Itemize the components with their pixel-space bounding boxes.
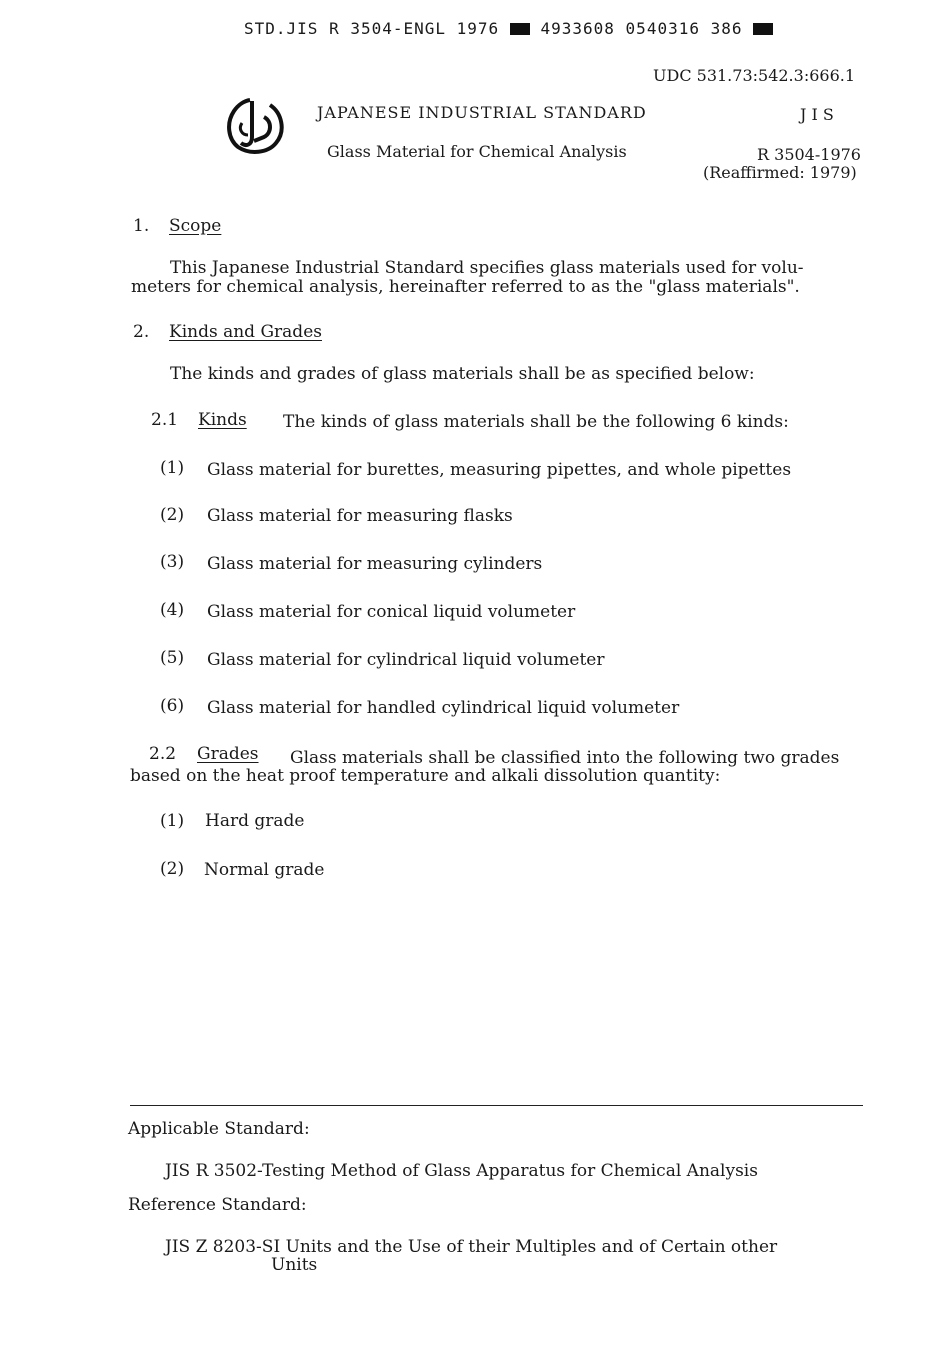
document-serial-3: 386 bbox=[710, 19, 743, 38]
list-item: Glass material for burettes, measuring pipettes, and whole pipettes bbox=[207, 460, 792, 480]
applicable-standard-label: Applicable Standard: bbox=[128, 1119, 310, 1139]
document-code: STD.JIS R 3504-ENGL 1976 bbox=[244, 19, 500, 38]
list-item-number: (1) bbox=[160, 458, 185, 478]
reaffirmed-date: (Reaffirmed: 1979) bbox=[703, 163, 857, 182]
list-item: Glass material for conical liquid volumeter bbox=[207, 602, 576, 622]
standard-name: Glass Material for Chemical Analysis bbox=[327, 142, 627, 161]
document-serial-2: 0540316 bbox=[625, 19, 700, 38]
section-heading: Scope bbox=[169, 216, 222, 236]
list-item: Glass material for measuring flasks bbox=[207, 506, 513, 526]
subsection-number: 2.1 bbox=[151, 410, 179, 430]
document-serial-1: 4933608 bbox=[540, 19, 615, 38]
udc-code: UDC 531.73:542.3:666.1 bbox=[653, 66, 856, 85]
list-item: Glass material for handled cylindrical liquid volumeter bbox=[207, 698, 680, 718]
list-item: Normal grade bbox=[204, 860, 325, 880]
list-item-number: (5) bbox=[160, 648, 185, 668]
document-code-header bbox=[244, 19, 773, 38]
barcode-block bbox=[510, 23, 530, 35]
list-item-number: (4) bbox=[160, 600, 185, 620]
reference-standard-item-continuation: Units bbox=[271, 1255, 318, 1275]
section-number: 1. bbox=[133, 216, 150, 236]
list-item: Glass material for measuring cylinders bbox=[207, 554, 543, 574]
subsection-heading: Grades bbox=[197, 744, 259, 764]
paragraph-line: meters for chemical analysis, hereinafter referred to as the "glass materials". bbox=[131, 277, 800, 297]
paragraph-line: The kinds of glass materials shall be the following 6 kinds: bbox=[283, 412, 789, 432]
section-heading: Kinds and Grades bbox=[169, 322, 322, 342]
barcode-block bbox=[753, 23, 773, 35]
list-item-number: (3) bbox=[160, 552, 185, 572]
paragraph-line: Glass materials shall be classified into the following two grades bbox=[290, 748, 840, 768]
list-item: Hard grade bbox=[205, 811, 305, 831]
reference-standard-item: JIS Z 8203-SI Units and the Use of their Multiples and of Certain other bbox=[165, 1237, 778, 1257]
reference-standard-label: Reference Standard: bbox=[128, 1195, 307, 1215]
standard-number: R 3504-1976 bbox=[757, 145, 861, 164]
list-item-number: (2) bbox=[160, 505, 185, 525]
list-item-number: (6) bbox=[160, 696, 185, 716]
list-item-number: (2) bbox=[160, 859, 185, 879]
section-number: 2. bbox=[133, 322, 150, 342]
paragraph-line: This Japanese Industrial Standard specifies glass materials used for volu- bbox=[170, 258, 804, 278]
subsection-heading: Kinds bbox=[198, 410, 247, 430]
jis-mark-icon bbox=[224, 95, 288, 159]
jis-label: J I S bbox=[800, 105, 834, 124]
applicable-standard-item: JIS R 3502-Testing Method of Glass Apparatus for Chemical Analysis bbox=[165, 1161, 758, 1181]
standard-org-title: JAPANESE INDUSTRIAL STANDARD bbox=[317, 103, 647, 122]
list-item-number: (1) bbox=[160, 811, 185, 831]
subsection-number: 2.2 bbox=[149, 744, 177, 764]
paragraph-line: based on the heat proof temperature and alkali dissolution quantity: bbox=[130, 766, 721, 786]
list-item: Glass material for cylindrical liquid volumeter bbox=[207, 650, 605, 670]
paragraph-line: The kinds and grades of glass materials shall be as specified below: bbox=[170, 364, 755, 384]
footnote-divider bbox=[130, 1105, 863, 1106]
